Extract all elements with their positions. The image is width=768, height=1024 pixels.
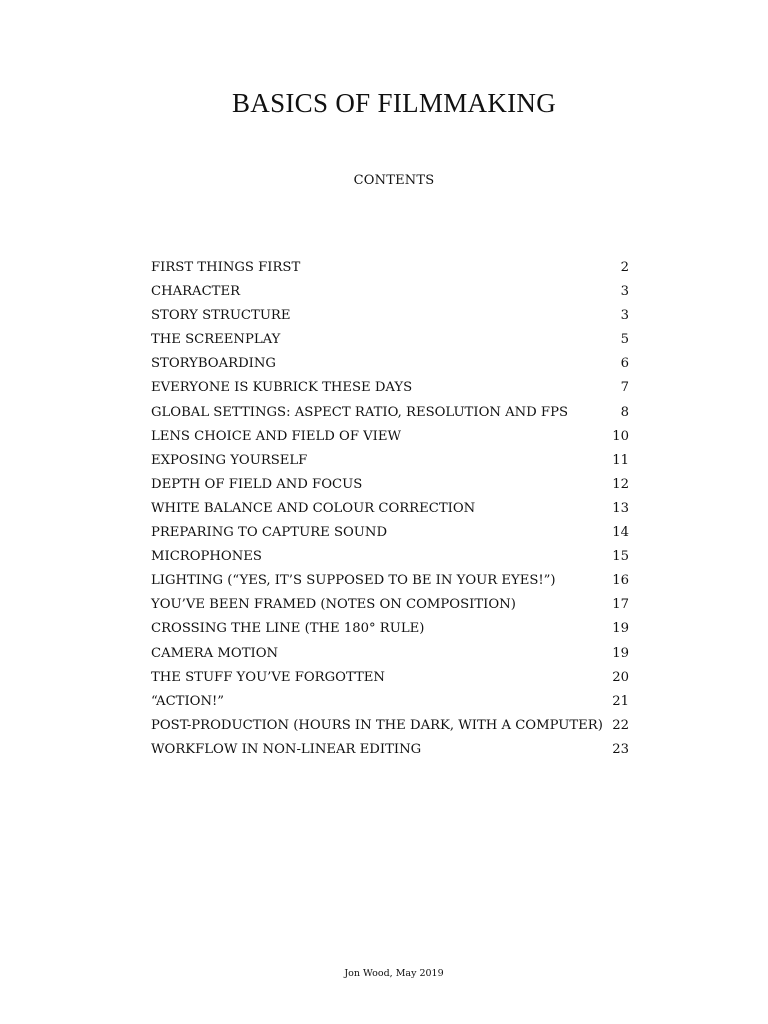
toc-entry-page: 20 [612,669,629,685]
toc-entry [151,739,629,763]
toc-entry-page: 12 [612,476,629,492]
toc-entry-title: POST-PRODUCTION (HOURS IN THE DARK, WITH A COMPUTER) [151,717,603,733]
toc-entry-title: FIRST THINGS FIRST [151,260,301,275]
toc-entry-page: 3 [620,284,629,300]
toc-entry-page: 10 [612,428,629,444]
toc-entry-page: 11 [612,452,629,468]
toc-entry-page: 19 [612,621,629,637]
toc-entry-title: GLOBAL SETTINGS: ASPECT RATIO, RESOLUTION AND FPS [151,404,568,420]
toc-entry [151,522,629,546]
toc-entry [151,570,629,594]
toc-entry [151,281,629,305]
toc-entry [151,643,629,667]
toc-entry-title: LIGHTING (“YES, IT’S SUPPOSED TO BE IN YOUR EYES!”) [151,573,556,589]
toc-entry [151,305,629,329]
toc-entry [151,618,629,642]
toc-entry [151,353,629,377]
toc-entry-title: STORY STRUCTURE [151,308,291,324]
toc-entry-page: 8 [620,404,629,420]
toc-entry-title: CROSSING THE LINE (THE 180° RULE) [151,621,425,637]
toc-entry-title: MICROPHONES [151,549,262,565]
toc-entry-title: EVERYONE IS KUBRICK THESE DAYS [151,380,413,396]
toc-entry-page: 5 [620,332,629,348]
toc-entry-page: 13 [612,500,629,516]
toc-entry [151,667,629,691]
toc-entry-page: 6 [620,356,629,372]
toc-entry-title: PREPARING TO CAPTURE SOUND [151,525,388,541]
toc-entry-page: 23 [612,741,629,757]
toc-entry-page: 15 [612,549,629,565]
page-title: BASICS OF FILMMAKING [231,88,557,118]
contents-heading: CONTENTS [353,173,435,188]
toc-entry-page: 22 [612,717,629,733]
toc-entry-title: LENS CHOICE AND FIELD OF VIEW [151,428,402,444]
table-of-contents [151,257,629,763]
toc-entry-title: “ACTION!” [151,693,225,709]
toc-entry-title: CAMERA MOTION [151,645,279,661]
toc-entry-page: 17 [612,597,629,613]
toc-entry-title: THE SCREENPLAY [151,332,281,348]
toc-entry [151,715,629,739]
toc-entry-title: EXPOSING YOURSELF [151,452,308,468]
toc-entry-page: 16 [612,573,629,589]
toc-entry [151,257,629,281]
toc-entry-title: DEPTH OF FIELD AND FOCUS [151,476,363,492]
toc-entry-title: THE STUFF YOU’VE FORGOTTEN [151,669,385,685]
toc-entry [151,329,629,353]
toc-entry [151,546,629,570]
footer-credit: Jon Wood, May 2019 [344,968,444,979]
toc-entry-page: 3 [620,308,629,324]
toc-entry-page: 19 [612,645,629,661]
toc-entry [151,594,629,618]
toc-entry [151,426,629,450]
toc-entry-title: YOU’VE BEEN FRAMED (NOTES ON COMPOSITION) [151,597,516,613]
toc-entry-title: WORKFLOW IN NON-LINEAR EDITING [151,741,422,757]
toc-entry-page: 14 [612,525,629,541]
toc-entry [151,498,629,522]
toc-entry-page: 2 [620,260,629,275]
toc-entry [151,450,629,474]
toc-entry-title: STORYBOARDING [151,356,276,372]
toc-entry-page: 21 [612,693,629,709]
toc-entry [151,377,629,401]
toc-entry [151,474,629,498]
toc-entry [151,402,629,426]
toc-entry-title: WHITE BALANCE AND COLOUR CORRECTION [151,500,476,516]
toc-entry-page: 7 [620,380,629,396]
toc-entry [151,691,629,715]
toc-entry-title: CHARACTER [151,284,241,300]
